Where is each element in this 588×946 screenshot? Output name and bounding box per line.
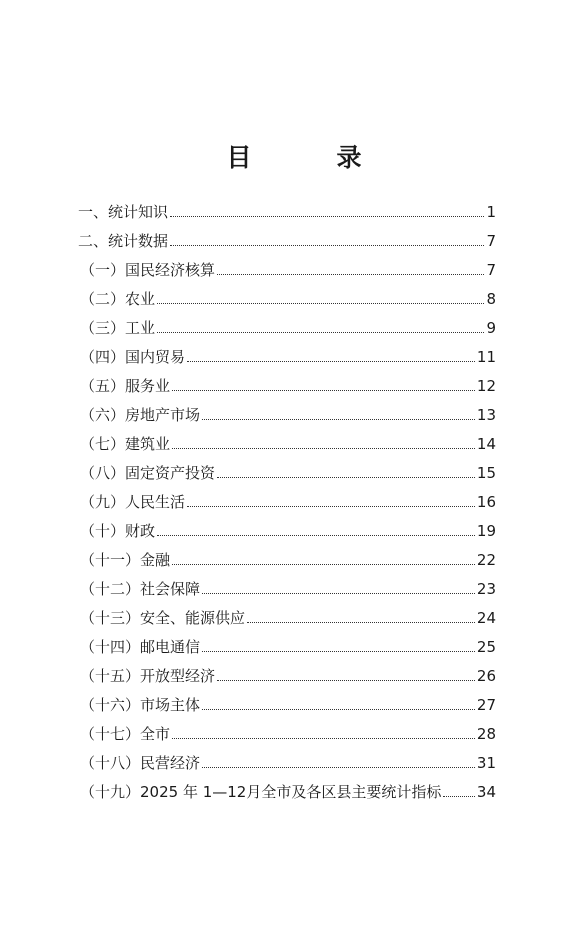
toc-entry[interactable] (80, 607, 496, 629)
dot-leader (187, 360, 475, 362)
toc-entry[interactable] (80, 578, 496, 600)
dot-leader (172, 389, 475, 391)
toc-entry-label: （一）国民经济核算 (80, 261, 216, 279)
toc-entry[interactable] (80, 288, 496, 310)
toc-entry-page-number: 1 (486, 203, 496, 221)
toc-entry-label: （八）固定资产投资 (80, 464, 216, 482)
toc-entry-page-number: 7 (486, 261, 496, 279)
toc-entry[interactable] (80, 752, 496, 774)
toc-entry-label: （十八）民营经济 (80, 754, 201, 772)
toc-entry[interactable] (80, 694, 496, 716)
toc-entry-page-number: 8 (486, 290, 496, 308)
toc-entry-page-number: 23 (476, 580, 496, 598)
toc-entry-page-number: 19 (476, 522, 496, 540)
dot-leader (172, 737, 475, 739)
toc-entry-page-number: 26 (476, 667, 496, 685)
dot-leader (172, 447, 475, 449)
dot-leader (170, 244, 484, 246)
toc-entry-page-number: 16 (476, 493, 496, 511)
toc-entry[interactable] (80, 723, 496, 745)
toc-entry[interactable] (80, 462, 496, 484)
dot-leader (157, 302, 484, 304)
dot-leader (443, 795, 475, 797)
toc-entry[interactable] (80, 781, 496, 803)
toc-entry-page-number: 31 (476, 754, 496, 772)
toc-entry-label: 二、统计数据 (78, 232, 169, 250)
toc-entry[interactable] (80, 375, 496, 397)
dot-leader (202, 708, 475, 710)
toc-entry-page-number: 14 (476, 435, 496, 453)
toc-entry-label: （六）房地产市场 (80, 406, 201, 424)
toc-entry-page-number: 34 (476, 783, 496, 801)
dot-leader (157, 534, 475, 536)
toc-entry[interactable] (80, 317, 496, 339)
dot-leader (202, 592, 475, 594)
dot-leader (157, 331, 484, 333)
dot-leader (217, 679, 475, 681)
toc-entry-label: （十六）市场主体 (80, 696, 201, 714)
dot-leader (202, 418, 475, 420)
dot-leader (217, 476, 475, 478)
dot-leader (202, 766, 475, 768)
toc-entry[interactable] (80, 636, 496, 658)
toc-entry[interactable] (80, 520, 496, 542)
toc-entry-page-number: 24 (476, 609, 496, 627)
toc-entry-label: （十九）2025 年 1—12月全市及各区县主要统计指标 (80, 783, 442, 801)
toc-entry-page-number: 15 (476, 464, 496, 482)
dot-leader (170, 215, 484, 217)
toc-entry-label: 一、统计知识 (78, 203, 169, 221)
toc-entry[interactable] (80, 665, 496, 687)
toc-entry[interactable] (78, 230, 496, 252)
toc-entry[interactable] (80, 404, 496, 426)
toc-entry-page-number: 27 (476, 696, 496, 714)
toc-entry[interactable] (80, 433, 496, 455)
toc-entry-label: （四）国内贸易 (80, 348, 186, 366)
dot-leader (217, 273, 484, 275)
toc-entry-page-number: 28 (476, 725, 496, 743)
toc-entry-page-number: 11 (476, 348, 496, 366)
toc-entry-label: （十七）全市 (80, 725, 171, 743)
toc-entry-page-number: 13 (476, 406, 496, 424)
toc-entry-label: （七）建筑业 (80, 435, 171, 453)
toc-entry[interactable] (80, 346, 496, 368)
page-title: 目 录 (226, 143, 392, 172)
toc-entry-label: （十三）安全、能源供应 (80, 609, 246, 627)
toc-entry[interactable] (78, 201, 496, 223)
toc-entry-label: （十二）社会保障 (80, 580, 201, 598)
toc-entry-page-number: 7 (486, 232, 496, 250)
toc-entry-label: （五）服务业 (80, 377, 171, 395)
toc-entry-label: （九）人民生活 (80, 493, 186, 511)
toc-entry-page-number: 22 (476, 551, 496, 569)
toc-entry-label: （十一）金融 (80, 551, 171, 569)
dot-leader (172, 563, 475, 565)
toc-entry[interactable] (80, 259, 496, 281)
toc-entry-page-number: 12 (476, 377, 496, 395)
toc-entry-label: （十五）开放型经济 (80, 667, 216, 685)
toc-entry[interactable] (80, 549, 496, 571)
toc-entry[interactable] (80, 491, 496, 513)
toc-entry-page-number: 25 (476, 638, 496, 656)
toc-entry-label: （十四）邮电通信 (80, 638, 201, 656)
toc-entry-label: （三）工业 (80, 319, 156, 337)
toc-entry-page-number: 9 (486, 319, 496, 337)
toc-entry-label: （二）农业 (80, 290, 156, 308)
dot-leader (187, 505, 475, 507)
toc-entry-label: （十）财政 (80, 522, 156, 540)
dot-leader (202, 650, 475, 652)
dot-leader (247, 621, 475, 623)
